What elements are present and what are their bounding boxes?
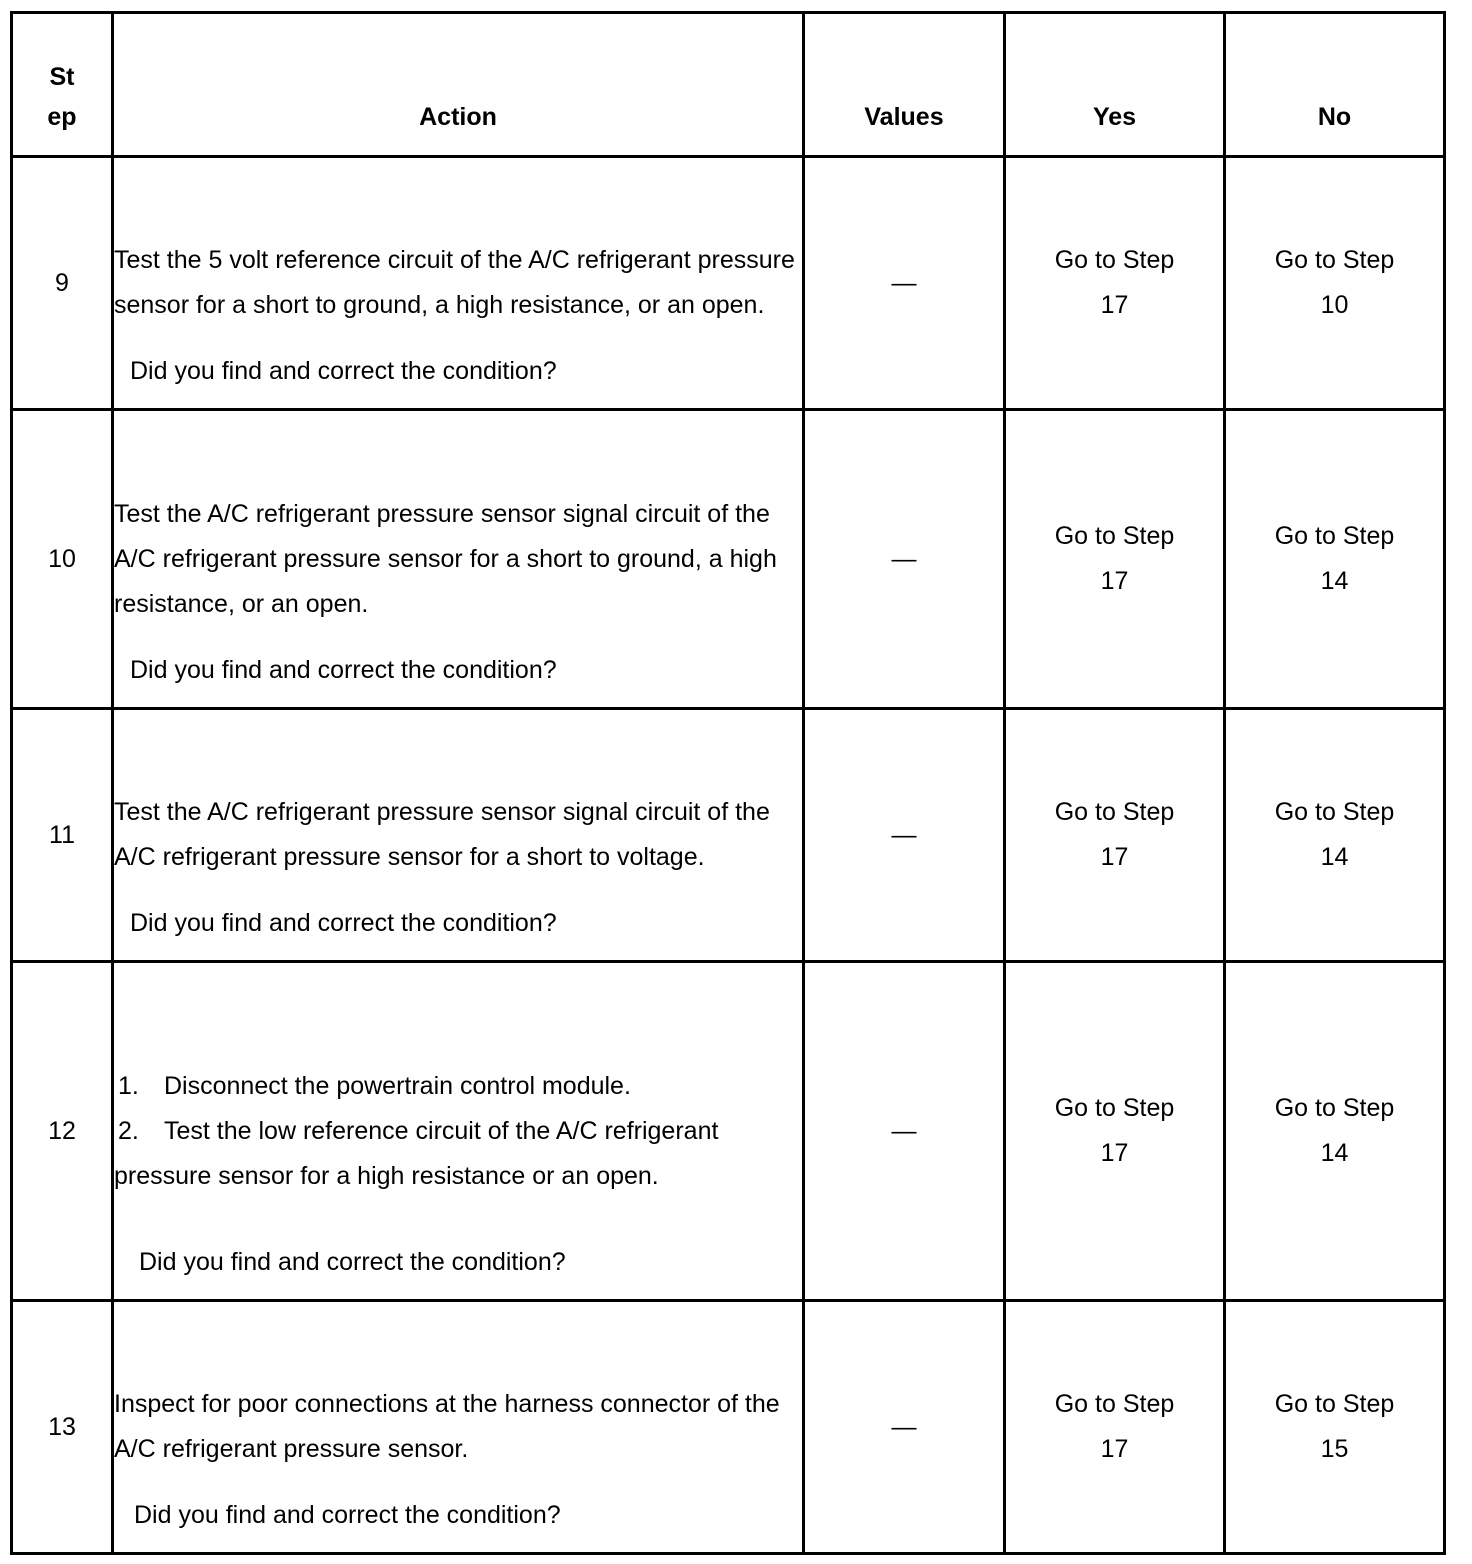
table-row: [12, 1301, 1445, 1554]
yes-cell: [1005, 157, 1225, 410]
action-question: Did you find and correct the condition?: [130, 656, 557, 684]
yes-goto-label: Go to Step: [1054, 522, 1175, 550]
table-row: [12, 962, 1445, 1301]
action-question: Did you find and correct the condition?: [130, 909, 557, 937]
action-question: Did you find and correct the condition?: [134, 1501, 561, 1529]
yes-cell: [1005, 709, 1225, 962]
header-values: Values: [804, 13, 1005, 157]
list-item-number: 2.: [118, 1116, 139, 1145]
yes-goto-step: 17: [1100, 567, 1129, 595]
action-cell: [113, 962, 804, 1301]
step-number: 9: [12, 157, 113, 410]
header-step-line1: St: [49, 63, 75, 91]
values-cell: —: [804, 157, 1005, 410]
no-goto-step: 10: [1320, 291, 1349, 319]
action-text: Inspect for poor connections at the harness connector of the A/C refrigerant pressure sensor.: [114, 1390, 780, 1463]
table-row: [12, 709, 1445, 962]
no-goto-label: Go to Step: [1274, 246, 1395, 274]
yes-goto-label: Go to Step: [1054, 798, 1175, 826]
action-question: Did you find and correct the condition?: [139, 1248, 566, 1276]
action-cell: [113, 410, 804, 709]
no-goto-step: 14: [1320, 843, 1349, 871]
step-number: 11: [12, 709, 113, 962]
yes-goto-label: Go to Step: [1054, 1094, 1175, 1122]
header-row: [12, 13, 1445, 157]
yes-cell: [1005, 410, 1225, 709]
yes-goto-label: Go to Step: [1054, 1390, 1175, 1418]
no-goto-label: Go to Step: [1274, 1390, 1395, 1418]
yes-goto-step: 17: [1100, 1139, 1129, 1167]
step-number: 10: [12, 410, 113, 709]
header-yes: Yes: [1005, 13, 1225, 157]
header-action: Action: [113, 13, 804, 157]
header-no: No: [1225, 13, 1445, 157]
values-cell: —: [804, 709, 1005, 962]
no-cell: [1225, 410, 1445, 709]
action-cell: [113, 1301, 804, 1554]
diagnostic-table: [10, 11, 1446, 1555]
no-goto-label: Go to Step: [1274, 798, 1395, 826]
no-cell: [1225, 962, 1445, 1301]
list-item: [114, 1064, 802, 1109]
yes-cell: [1005, 962, 1225, 1301]
action-cell: [113, 709, 804, 962]
no-goto-step: 14: [1320, 1139, 1349, 1167]
action-steps-list: [114, 1064, 802, 1199]
no-cell: [1225, 1301, 1445, 1554]
list-item: [114, 1109, 802, 1199]
yes-goto-label: Go to Step: [1054, 246, 1175, 274]
yes-goto-step: 17: [1100, 291, 1129, 319]
no-goto-label: Go to Step: [1274, 1094, 1395, 1122]
action-text: Test the A/C refrigerant pressure sensor signal circuit of the A/C refrigerant pressure sensor for a short to ground, a high resistance, or an open.: [114, 499, 777, 618]
no-goto-step: 15: [1320, 1435, 1349, 1463]
action-text: Test the 5 volt reference circuit of the A/C refrigerant pressure sensor for a short to ground, a high resistance, or an open.: [114, 246, 795, 319]
header-step: [12, 13, 113, 157]
action-question: Did you find and correct the condition?: [130, 357, 557, 385]
yes-goto-step: 17: [1100, 843, 1129, 871]
values-cell: —: [804, 410, 1005, 709]
values-cell: —: [804, 962, 1005, 1301]
diagnostic-table-page: [10, 11, 1446, 1555]
list-item-text: Test the low reference circuit of the A/C refrigerant pressure sensor for a high resistance or an open.: [114, 1116, 719, 1190]
list-item-text: Disconnect the powertrain control module.: [164, 1071, 631, 1100]
no-cell: [1225, 157, 1445, 410]
list-item-number: 1.: [118, 1071, 139, 1100]
no-cell: [1225, 709, 1445, 962]
step-number: 13: [12, 1301, 113, 1554]
yes-goto-step: 17: [1100, 1435, 1129, 1463]
action-cell: [113, 157, 804, 410]
table-row: [12, 157, 1445, 410]
values-cell: —: [804, 1301, 1005, 1554]
header-step-line2: ep: [47, 103, 77, 131]
action-text: Test the A/C refrigerant pressure sensor signal circuit of the A/C refrigerant pressure sensor for a short to voltage.: [114, 798, 770, 871]
yes-cell: [1005, 1301, 1225, 1554]
table-row: [12, 410, 1445, 709]
no-goto-step: 14: [1320, 567, 1349, 595]
step-number: 12: [12, 962, 113, 1301]
no-goto-label: Go to Step: [1274, 522, 1395, 550]
